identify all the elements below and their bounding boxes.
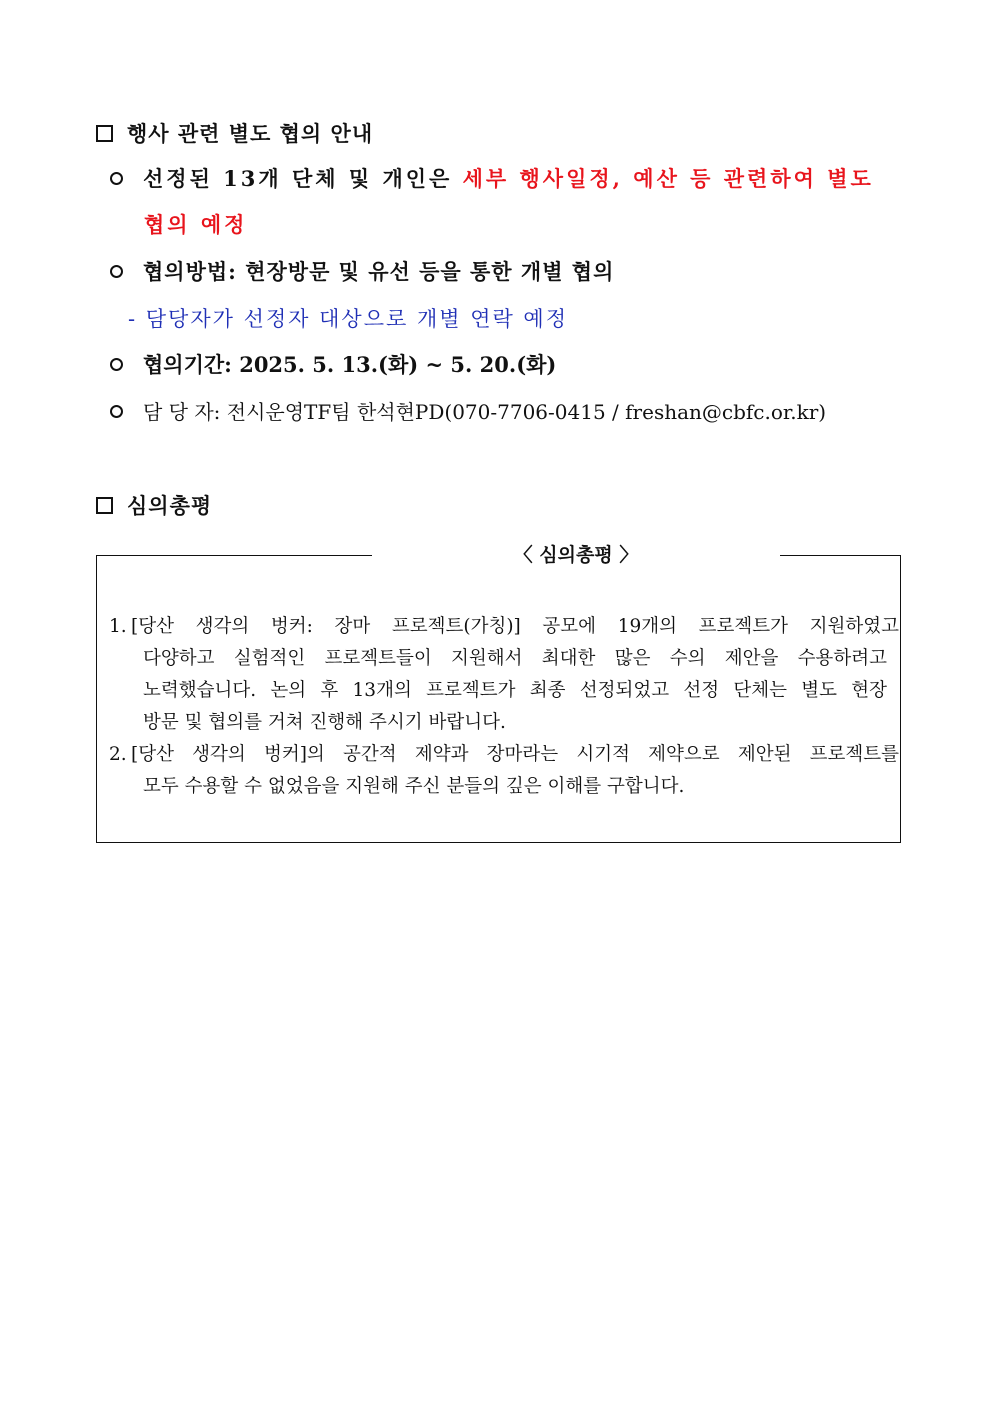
section-title: 행사 관련 별도 협의 안내 (127, 121, 374, 146)
item-line: 다양하고 실험적인 프로젝트들이 지원해서 최대한 많은 수의 제안을 수용하려고 (143, 648, 887, 669)
bullet-contact-person (110, 396, 826, 425)
sub-bullet-contact-note: - 담당자가 선정자 대상으로 개별 연락 예정 (128, 307, 569, 331)
section-heading-event-consultation (96, 118, 373, 148)
section-heading-review-summary (96, 490, 212, 520)
bullet-text: 담 당 자: 전시운영TF팀 한석현PD(070-7706-0415 / freshan@cbfc.or.kr) (143, 400, 827, 424)
box-title: 〈 심의총평 〉 (372, 540, 780, 570)
circle-bullet-icon (110, 358, 123, 371)
item-line: 방문 및 협의를 거쳐 진행해 주시기 바랍니다. (143, 712, 506, 733)
item-line: [당산 생각의 벙커]의 공간적 제약과 장마라는 시기적 제약으로 제안된 프로젝트를 (131, 744, 899, 765)
bullet-selected-groups (110, 163, 874, 193)
bullet-text: 협의방법: 현장방문 및 유선 등을 통한 개별 협의 (143, 259, 615, 284)
circle-bullet-icon (110, 265, 123, 278)
circle-bullet-icon (110, 405, 123, 418)
bullet-consultation-method (110, 256, 614, 286)
bullet-continuation: 협의 예정 (144, 212, 248, 237)
square-bullet-icon (96, 497, 113, 514)
bullet-highlight-text: 세부 행사일정, 예산 등 관련하여 별도 (462, 166, 874, 191)
item-line: 노력했습니다. 논의 후 13개의 프로젝트가 최종 선정되었고 선정 단체는 별도 현장 (143, 680, 887, 701)
section-title: 심의총평 (127, 493, 213, 518)
circle-bullet-icon (110, 172, 123, 185)
square-bullet-icon (96, 125, 113, 142)
item-line: [당산 생각의 벙커: 장마 프로젝트(가칭)] 공모에 19개의 프로젝트가 지원하였고 (131, 616, 899, 637)
bullet-consultation-period (110, 349, 556, 379)
bullet-text: 선정된 13개 단체 및 개인은 (143, 166, 463, 191)
item-number: 1. (109, 616, 127, 637)
item-line: 모두 수용할 수 없었음을 지원해 주신 분들의 깊은 이해를 구합니다. (143, 776, 685, 797)
item-number: 2. (109, 744, 127, 765)
bullet-text: 협의기간: 2025. 5. 13.(화) ~ 5. 20.(화) (143, 352, 557, 377)
review-summary-box (96, 544, 901, 843)
